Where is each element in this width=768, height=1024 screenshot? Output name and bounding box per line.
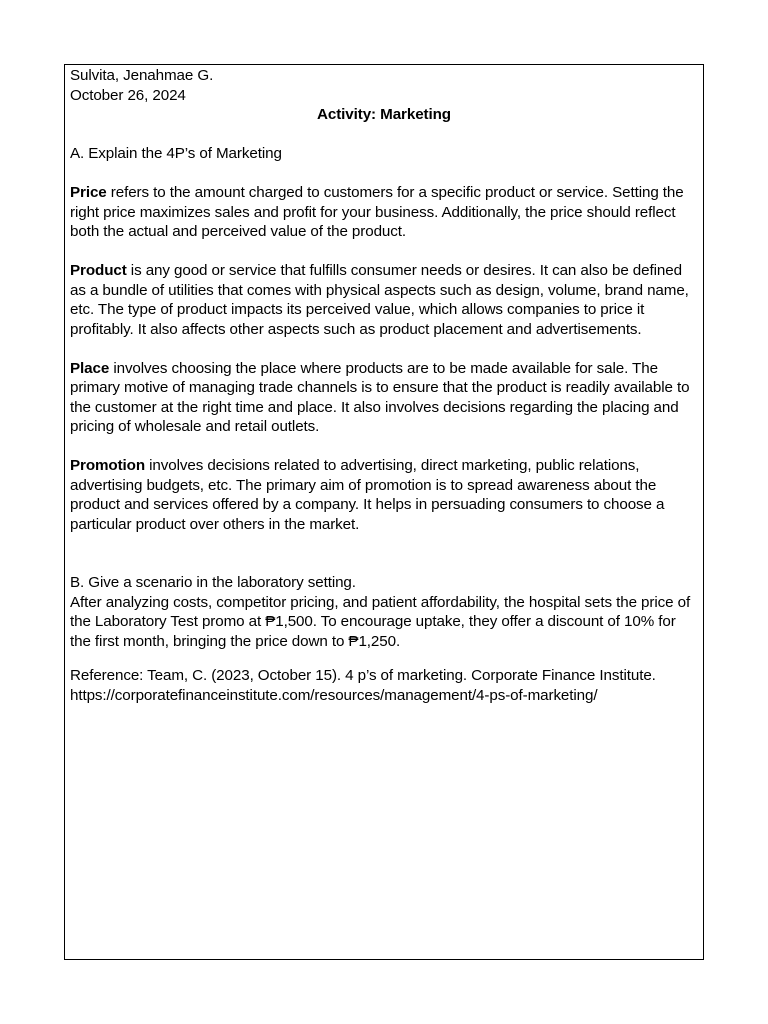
- document-page: [64, 64, 704, 960]
- paragraph-promotion: [70, 456, 698, 534]
- section-a-heading: A. Explain the 4P’s of Marketing: [70, 145, 282, 162]
- reference-url: https://corporatefinanceinstitute.com/resources/management/4-ps-of-marketing/: [70, 686, 598, 704]
- text-place: involves choosing the place where products are to be made available for sale. The primary motive of managing trade channels is to ensure that the product is readily available to the customer at the right time and place. It also involves decisions regarding the placing and pricing of wholesale and retail outlets.: [70, 359, 690, 435]
- paragraph-place: [70, 359, 698, 437]
- term-place: Place: [70, 359, 110, 377]
- text-price: refers to the amount charged to customers for a specific product or service. Setting the right price maximizes sales and profit for your business. Additionally, the price should reflect both the actual and perceived value of the product.: [70, 184, 684, 240]
- paragraph-product: [70, 261, 698, 339]
- document-body: [70, 66, 698, 705]
- document-title: Activity: Marketing: [317, 106, 451, 123]
- reference-text: Reference: Team, C. (2023, October 15). 4 p’s of marketing. Corporate Finance Institute.: [70, 667, 656, 684]
- term-product: Product: [70, 262, 127, 279]
- text-promotion: involves decisions related to advertising, direct marketing, public relations, advertising budgets, etc. The primary aim of promotion is to spread awareness about the product and services offered by a company. It helps in persuading consumers to choose a particular product over others in the market.: [70, 457, 665, 533]
- paragraph-price: [70, 183, 698, 242]
- scenario-text: After analyzing costs, competitor pricing, and patient affordability, the hospital sets the price of the Laboratory Test promo at ₱1,500. To encourage uptake, they offer a discount of 10% for the first month, bringing the price down to ₱1,250.: [70, 593, 691, 650]
- document-date: October 26, 2024: [70, 86, 186, 104]
- term-promotion: Promotion: [70, 457, 146, 474]
- author-name: Sulvita, Jenahmae G.: [70, 67, 214, 84]
- term-price: Price: [70, 184, 107, 201]
- section-b-heading: B. Give a scenario in the laboratory setting.: [70, 574, 356, 591]
- text-product: is any good or service that fulfills consumer needs or desires. It can also be defined as a bundle of utilities that comes with physical aspects such as design, volume, brand name, etc. The type of product impacts its perceived value, which allows companies to price it profitably. It also affects other aspects such as product placement and advertisements.: [70, 262, 689, 338]
